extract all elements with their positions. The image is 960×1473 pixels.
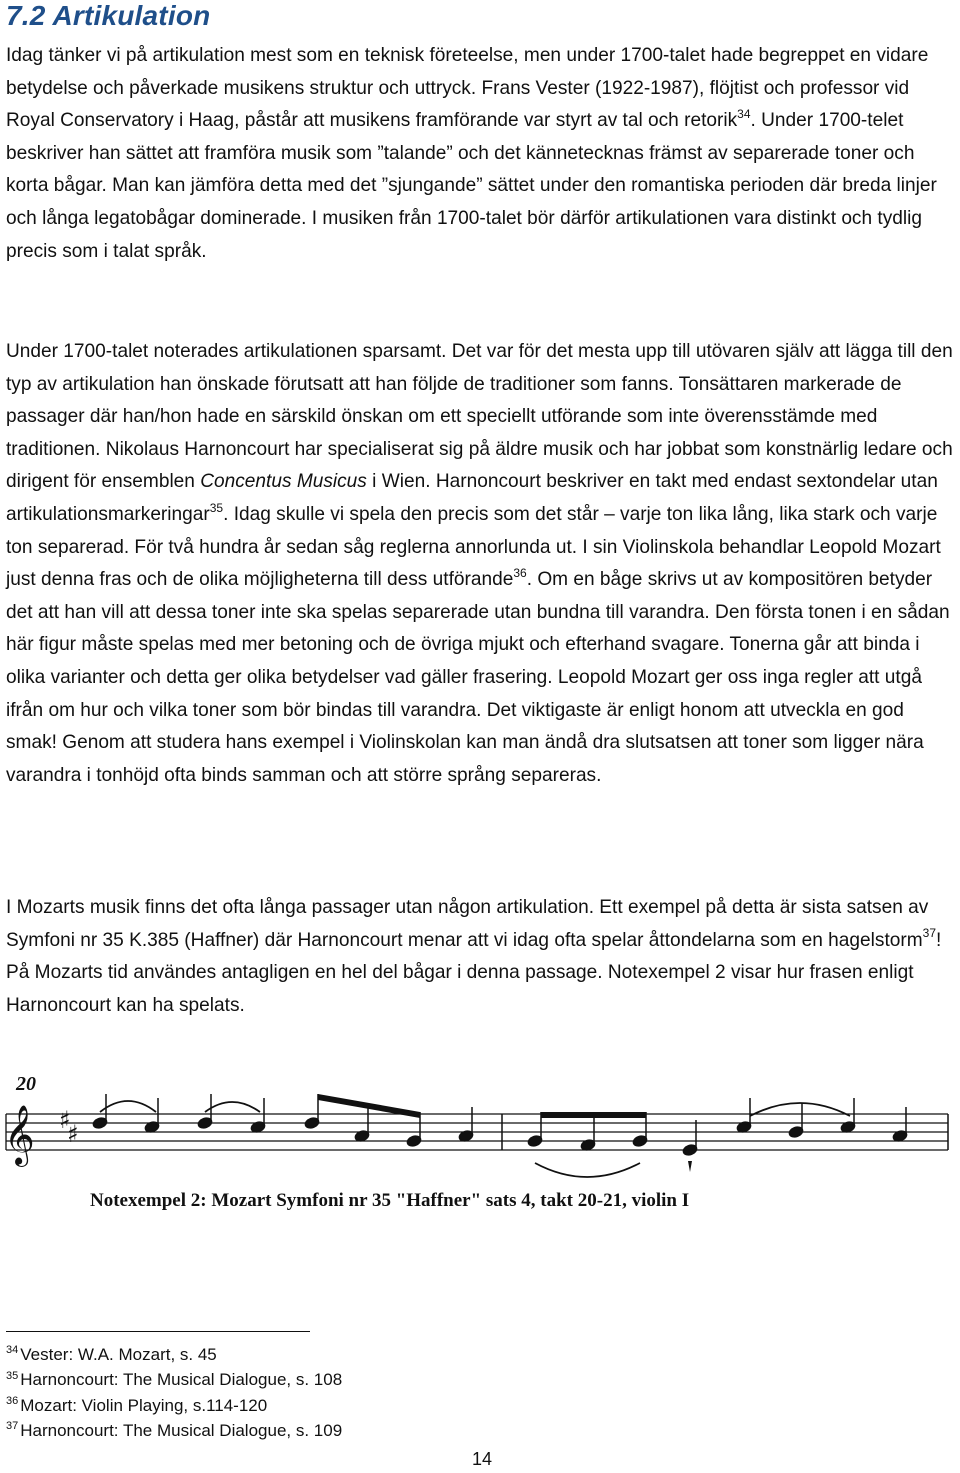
paragraph-2-text-b: i Wien. Harnoncourt beskriver en takt med endast sextondelar utan artikulationsmarkeringar — [6, 471, 938, 525]
paragraph-1-text-b: . Under 1700-telet beskriver han sättet att framföra musik som ”talande” och det kännetecknas främst av separerade toner och korta bågar. Man kan jämföra detta med det ”sjungande” sättet under den romantiska perioden där breda linjer och långa legatobågar dominerade. I musiken från 1700-talet bör därför artikulationen vara distinkt och tydlig precis som i talat språk. — [6, 110, 937, 262]
slurs — [100, 1101, 850, 1177]
footnote-37 — [6, 1418, 342, 1443]
paragraph-3-text-a: I Mozarts musik finns det ofta långa passager utan någon artikulation. Ett exempel på detta är sista satsen av Symfoni nr 35 K.385 (Haffner) där Harnoncourt menar att vi idag ofta spelar åttondelarna som en hagelstorm — [6, 897, 929, 951]
footnote-number: 35 — [6, 1369, 19, 1382]
page-number: 14 — [472, 1449, 493, 1469]
measure-number: 20 — [16, 1073, 36, 1095]
treble-clef-icon: 𝄞 — [4, 1105, 35, 1165]
footnote-text: Harnoncourt: The Musical Dialogue, s. 108 — [20, 1370, 343, 1390]
paragraph-2-text-a: Under 1700-talet noterades artikulationen sparsamt. Det var för det mesta upp till utövaren själv att lägga till den typ av artikulation han önskade förutsatt att han följde de traditioner som fanns. Tonsättaren markerade de passager där han/hon hade en särskild önskan om ett speciellt utförande som inte överensstämde med traditionen. Nikolaus Harnoncourt har specialiserat sig på äldre musik och har jobbat som konstnärlig ledare och dirigent för ensemblen — [6, 341, 953, 493]
paragraph-2-text-c: . Idag skulle vi spela den precis som det står – varje ton lika lång, lika stark och varje ton separerad. För två hundra år sedan såg reglerna annorlunda ut. I sin Violinskola behandlar Leopold Mozart just denna fras och de olika möjligheterna till dess utförande — [6, 503, 941, 591]
footnote-ref-35[interactable]: 35 — [209, 500, 224, 515]
footnote-34 — [6, 1342, 342, 1367]
footnote-number: 36 — [6, 1394, 19, 1407]
footnote-text: Mozart: Violin Playing, s.114-120 — [20, 1395, 268, 1415]
footnote-divider — [6, 1331, 310, 1332]
ensemble-name: Concentus Musicus — [200, 471, 367, 493]
staccato-wedge-icon — [688, 1161, 692, 1172]
footnote-ref-34[interactable]: 34 — [737, 106, 751, 121]
sharp-sign-icon: ♯ — [59, 1106, 71, 1134]
music-notation-example — [0, 1060, 960, 1260]
footnote-35 — [6, 1367, 342, 1392]
paragraph-3-text-b: ! På Mozarts tid användes antagligen en hel del bågar i denna passage. Notexempel 2 visar hur frasen enligt Harnoncourt kan ha spelats. — [6, 929, 942, 1016]
footnote-text: Vester: W.A. Mozart, s. 45 — [20, 1345, 217, 1364]
paragraph-2 — [6, 336, 956, 792]
footnote-text: Harnoncourt: The Musical Dialogue, s. 109 — [20, 1420, 343, 1440]
footnote-ref-36[interactable]: 36 — [513, 565, 527, 580]
paragraph-1 — [6, 40, 956, 268]
footnotes-list — [6, 1342, 342, 1443]
paragraph-2-text-d: . Om en båge skrivs ut av kompositören betyder det att han vill att dessa toner inte ska spelas separerade utan bundna till varandra. Den första tonen i en sådan här figur måste spelas med mer betoning och de övriga mjukt och efterhand svagare. Tonerna går att binda i olika varianter och detta ger olika betydelser vad gäller frasering. Leopold Mozart ger oss inga regler att utgå ifrån om hur och vilka toner som bör bindas till varandra. Det viktigaste är enligt honom att utveckla en god smak! Genom att studera hans exempel i Violinskolan kan man ändå dra slutsatsen att toner som ligger nära varandra i tonhöjd ofta binds samman och att större språng separeras. — [6, 569, 950, 786]
caption: Notexempel 2: Mozart Symfoni nr 35 "Haffner" sats 4, takt 20-21, violin I — [90, 1190, 690, 1211]
paragraph-1-text-a: Idag tänker vi på artikulation mest som en teknisk företeelse, men under 1700-talet hade begreppet en vidare betydelse och påverkade musikens struktur och uttryck. Frans Vester (1922-1987), flöjtist och professor vid Royal Conservatory i Haag, påstår att musikens framförande var styrt av tal och retorik — [6, 45, 929, 132]
footnote-36 — [6, 1393, 342, 1418]
section-heading: 7.2 Artikulation — [6, 0, 211, 31]
paragraph-3 — [6, 892, 956, 1022]
footnote-number: 37 — [6, 1420, 19, 1433]
footnote-number: 34 — [6, 1344, 19, 1357]
sharp-sign-icon: ♯ — [67, 1120, 79, 1148]
footnote-ref-37[interactable]: 37 — [922, 926, 936, 941]
